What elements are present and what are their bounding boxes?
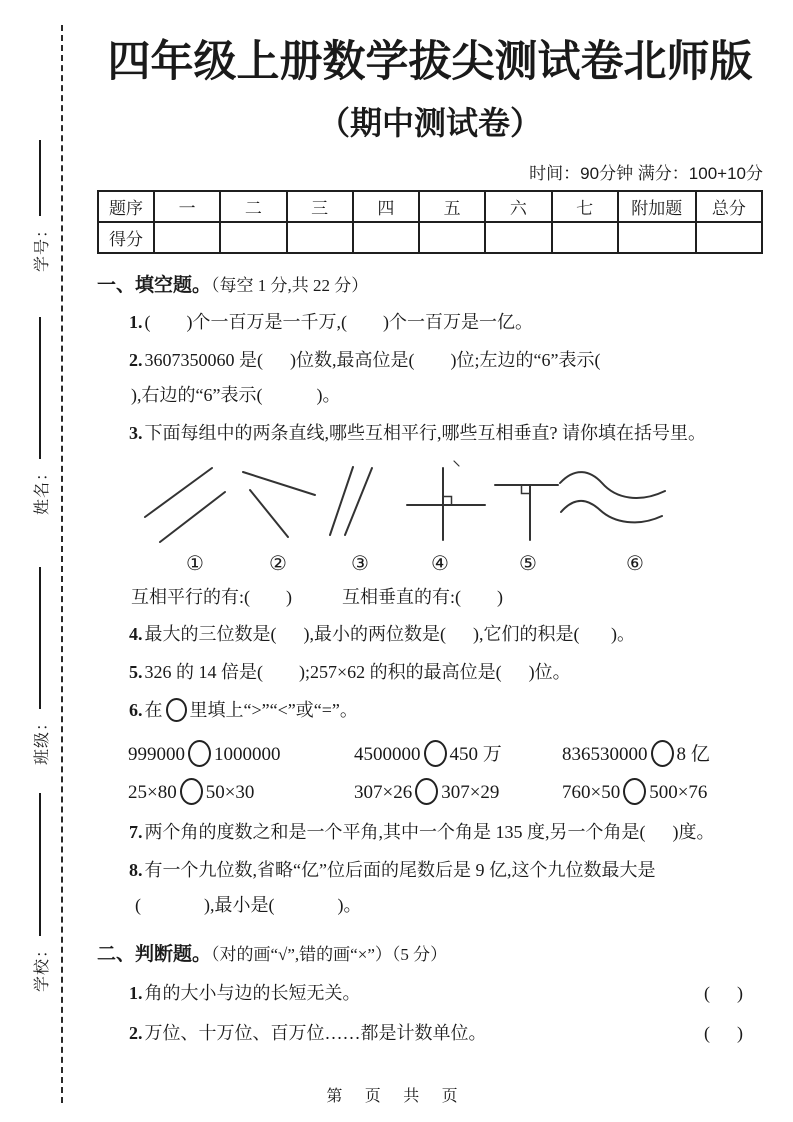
section-2-heading	[97, 938, 763, 971]
figure-label-3: ③	[351, 553, 369, 575]
figure-group-5	[495, 485, 558, 540]
question-number: 3.	[129, 423, 143, 443]
score-header-cell: 二	[220, 191, 286, 222]
left-value: 307×26	[354, 782, 413, 803]
score-row-label: 得分	[98, 222, 154, 253]
score-cell	[419, 222, 485, 253]
score-header-cell: 题序	[98, 191, 154, 222]
judgment-answer-blank: ( )	[704, 1023, 743, 1043]
exam-title: 四年级上册数学拔尖测试卷北师版	[107, 38, 753, 86]
question-7	[97, 815, 763, 850]
question-3-answers	[97, 580, 763, 614]
left-value: 836530000	[562, 744, 648, 765]
question-number: 5.	[129, 662, 143, 682]
score-cell	[353, 222, 419, 253]
figure-label-2: ②	[269, 553, 287, 575]
compare-circle-blank	[623, 778, 646, 805]
question-number: 4.	[129, 624, 143, 644]
score-header-cell: 三	[287, 191, 353, 222]
compare-circle-blank	[188, 740, 211, 767]
seal-dashed-line	[61, 25, 63, 1103]
score-table	[97, 190, 763, 254]
judgment-item-2	[97, 1015, 763, 1051]
line-pairs-figure	[130, 455, 690, 551]
score-table-score-row	[98, 222, 762, 253]
seal-field-school	[22, 793, 58, 992]
score-cell	[287, 222, 353, 253]
score-header-cell: 七	[552, 191, 618, 222]
parallel-answer-blank: 互相平行的有:( )	[131, 587, 292, 607]
compare-circle-blank	[651, 740, 674, 767]
score-header-cell: 五	[419, 191, 485, 222]
question-text: 有一个九位数,省略“亿”位后面的尾数后是 9 亿,这个九位数最大是	[144, 860, 656, 880]
question-number: 2.	[129, 350, 143, 370]
comparison-item	[354, 778, 562, 805]
seal-field-student-id	[22, 140, 58, 272]
section-1-title: 一、填空题。	[97, 275, 212, 296]
compare-circle-blank	[424, 740, 447, 767]
judgment-text	[129, 1015, 487, 1051]
question-text: ( )个一百万是一千万,( )个一百万是一亿。	[144, 312, 533, 332]
score-header-cell: 六	[485, 191, 551, 222]
comparison-row-2	[97, 778, 763, 805]
seal-field-name	[22, 317, 58, 515]
score-cell	[696, 222, 762, 253]
score-cell	[485, 222, 551, 253]
comparison-item	[562, 739, 763, 767]
seal-field-class	[22, 567, 58, 765]
school-blank-line	[39, 793, 41, 936]
figure-label-5: ⑤	[519, 553, 537, 575]
judgment-item-1	[97, 975, 763, 1011]
page-footer: 第 页 共 页	[326, 1088, 467, 1105]
exam-content	[97, 0, 763, 1051]
question-number: 1.	[129, 312, 143, 332]
school-label: 学校：	[33, 940, 51, 992]
question-text-continued: ),右边的“6”表示( )。	[131, 385, 341, 405]
question-number: 2.	[129, 1023, 143, 1043]
right-value: 1000000	[214, 743, 281, 765]
section-2-note: （对的画“√”,错的画“×”）（5 分）	[211, 945, 448, 964]
score-cell	[618, 222, 696, 253]
question-6	[97, 693, 763, 728]
figure-group-2	[243, 472, 315, 537]
question-2	[97, 343, 763, 413]
comparison-item	[128, 778, 354, 805]
comparison-item	[354, 739, 562, 767]
exam-subtitle: （期中测试卷）	[317, 105, 542, 141]
question-4	[97, 617, 763, 652]
score-header-cell: 一	[154, 191, 220, 222]
question-5	[97, 655, 763, 690]
right-value: 450 万	[449, 744, 502, 765]
figure-group-6	[560, 472, 665, 522]
right-value: 500×76	[649, 782, 708, 803]
student-id-label: 学号：	[33, 220, 51, 272]
figure-labels	[97, 551, 763, 578]
time-score-info: 时间：90分钟 满分：100+10分	[529, 164, 763, 183]
question-text: 里填上“>”“<”或“=”。	[189, 700, 358, 720]
score-header-cell: 四	[353, 191, 419, 222]
question-text: 两个角的度数之和是一个平角,其中一个角是 135 度,另一个角是( )度。	[144, 822, 715, 842]
left-value: 25×80	[128, 782, 177, 803]
comparison-item	[128, 740, 354, 767]
question-8	[97, 853, 763, 923]
figure-group-3	[330, 467, 372, 535]
question-number: 6.	[129, 700, 143, 720]
comparison-row-1	[97, 739, 763, 767]
figure-label-6: ⑥	[626, 553, 644, 575]
right-value: 307×29	[441, 782, 500, 803]
score-cell	[154, 222, 220, 253]
question-number: 8.	[129, 860, 143, 880]
figure-group-1	[145, 468, 225, 542]
comparison-item	[562, 778, 763, 805]
question-text: 在	[144, 700, 163, 720]
score-cell	[220, 222, 286, 253]
name-blank-line	[39, 317, 41, 459]
left-value: 760×50	[562, 782, 621, 803]
question-number: 7.	[129, 822, 143, 842]
section-1-heading	[97, 269, 763, 302]
score-header-cell: 附加题	[618, 191, 696, 222]
left-value: 4500000	[354, 744, 421, 765]
compare-circle-blank	[166, 698, 187, 722]
judgment-answer-blank: ( )	[704, 983, 743, 1003]
question-3	[97, 416, 763, 451]
section-2-title: 二、判断题。	[97, 944, 212, 965]
class-label: 班级：	[33, 713, 51, 765]
figure-group-4	[407, 461, 485, 540]
score-header-cell: 总分	[696, 191, 762, 222]
perpendicular-answer-blank: 互相垂直的有:( )	[342, 587, 503, 607]
compare-circle-blank	[415, 778, 438, 805]
question-text: 326 的 14 倍是( );257×62 的积的最高位是( )位。	[144, 662, 571, 682]
right-value: 8 亿	[676, 744, 710, 765]
left-value: 999000	[128, 743, 185, 765]
section-1-note: （每空 1 分,共 22 分）	[211, 276, 369, 295]
question-number: 1.	[129, 983, 143, 1003]
question-1	[97, 305, 763, 340]
student-id-blank-line	[39, 140, 41, 216]
right-value: 50×30	[205, 782, 255, 803]
question-text: 万位、十万位、百万位……都是计数单位。	[144, 1023, 487, 1043]
class-blank-line	[39, 567, 41, 709]
figure-label-1: ①	[186, 553, 204, 575]
question-text: 下面每组中的两条直线,哪些互相平行,哪些互相垂直? 请你填在括号里。	[144, 423, 706, 443]
judgment-text	[129, 975, 361, 1011]
figure-label-4: ④	[431, 553, 449, 575]
compare-circle-blank	[180, 778, 203, 805]
score-cell	[552, 222, 618, 253]
question-text: 角的大小与边的长短无关。	[144, 983, 361, 1003]
score-table-header-row	[98, 191, 762, 222]
name-label: 姓名：	[33, 463, 51, 515]
question-text: 3607350060 是( )位数,最高位是( )位;左边的“6”表示(	[144, 350, 601, 370]
question-text-continued: ( ),最小是( )。	[135, 895, 362, 915]
question-text: 最大的三位数是( ),最小的两位数是( ),它们的积是( )。	[144, 624, 635, 644]
